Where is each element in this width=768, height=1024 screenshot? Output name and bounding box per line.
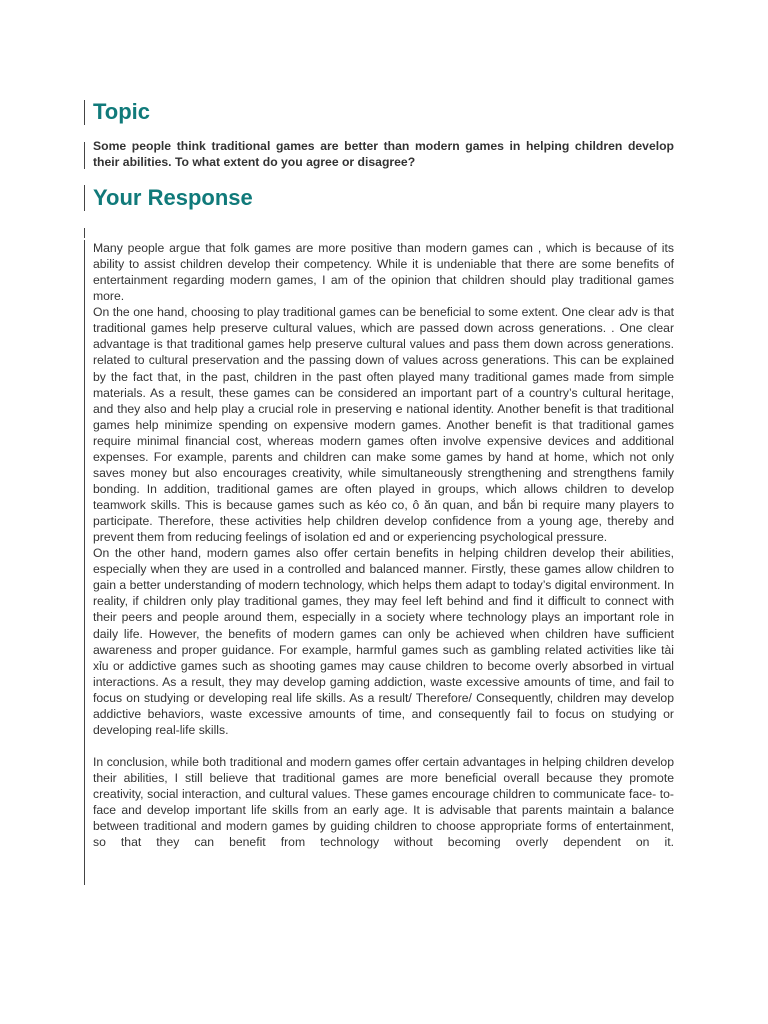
response-heading: Your Response bbox=[93, 185, 253, 210]
margin-bar-prompt bbox=[84, 142, 85, 169]
essay-paragraph-introduction: Many people argue that folk games are more positive than modern games can , which is because of its ability to assist children develop their competency. While it is undeniable that there are some benefits of entertainment regarding modern games, I am of the opinion that children should play traditional games more. bbox=[93, 241, 674, 304]
topic-prompt: Some people think traditional games are better than modern games in helping children develop their abilities. To what extent do you agree or disagree? bbox=[93, 139, 674, 169]
margin-bar-response bbox=[84, 185, 85, 211]
margin-bar-response-start bbox=[84, 228, 85, 238]
essay-paragraph-body-two: On the other hand, modern games also offer certain benefits in helping children develop their abilities, especially when they are used in a controlled and balanced manner. Firstly, these games allow children to gain a better understanding of modern technology, which helps them adapt to today’s digital environment. In reality, if children only play traditional games, they may feel left behind and find it difficult to connect with their peers and people around them, especially in a society where technology plays an important role in daily life. However, the benefits of modern games can only be achieved when children have sufficient awareness and proper guidance. For example, harmful games such as gambling related activities like tài xỉu or addictive games such as shooting games may cause children to become overly absorbed in virtual interactions. As a result, they may develop gaming addiction, waste excessive amounts of time, and fail to focus on studying or developing real life skills. As a result/ Therefore/ Consequently, children may develop addictive behaviors, waste excessive amounts of time, and consequently fail to focus on studying or developing real-life skills. bbox=[93, 546, 674, 737]
essay-paragraph-conclusion: In conclusion, while both traditional and modern games offer certain advantages in helping children develop their abilities, I still believe that traditional games are more beneficial overall because they promote creativity, social interaction, and cultural values. These games encourage children to communicate face- to- face and develop important life skills from an early age. It is advisable that parents maintain a balance between traditional and modern games by guiding children to choose appropriate forms of entertainment, so that they can benefit from technology without becoming overly dependent on it. bbox=[93, 754, 674, 850]
response-essay bbox=[93, 240, 674, 850]
paragraph-gap bbox=[93, 738, 674, 754]
margin-bar-essay bbox=[84, 240, 85, 885]
margin-bar-topic bbox=[84, 100, 85, 125]
topic-heading: Topic bbox=[93, 99, 151, 124]
essay-paragraph-body-one: On the one hand, choosing to play traditional games can be beneficial to some extent. One clear adv is that traditional games help preserve cultural values, which are passed down across generations. . One clear advantage is that traditional games help preserve cultural values and pass them down across generations. related to cultural preservation and the passing down of values across generations. This can be explained by the fact that, in the past, children in the past often played many traditional games made from simple materials. As a result, these games can be considered an important part of a country’s cultural heritage, and they also and help play a crucial role in preserving e national identity. Another benefit is that traditional games help minimize spending on expensive modern games. Another benefit is that traditional games require minimal financial cost, whereas modern games often involve expensive devices and additional expenses. For example, parents and children can make some games by hand at home, which not only saves money but also encourages creativity, while simultaneously strengthening and strengthens family bonding. In addition, traditional games are often played in groups, which allows children to develop teamwork skills. This is because games such as kéo co, ô ăn quan, and bắn bi require many players to participate. Therefore, these activities help children develop confidence from a young age, thereby and prevent them from reducing feelings of isolation ed and or experiencing psychological pressure. bbox=[93, 305, 674, 545]
